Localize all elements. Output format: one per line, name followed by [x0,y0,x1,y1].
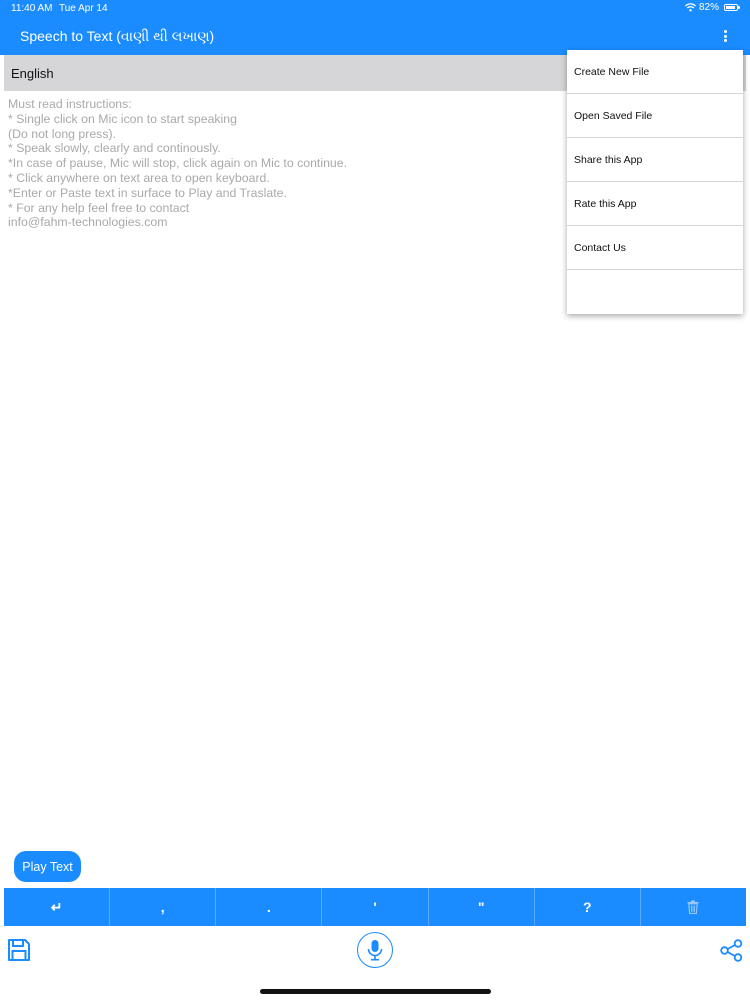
status-time: 11:40 AM [11,3,53,14]
menu-item-contact-us[interactable]: Contact Us [567,226,743,270]
menu-item-share-app[interactable]: Share this App [567,138,743,182]
battery-percent: 82% [698,2,719,13]
menu-item-rate-app[interactable]: Rate this App [567,182,743,226]
status-date: Tue Apr 14 [59,3,108,14]
menu-item-empty[interactable] [567,270,743,314]
delete-key[interactable] [640,888,746,926]
battery-icon [724,4,738,11]
punctuation-key-row [4,888,746,926]
app-title: Speech to Text (વાણી થી લખાણ) [20,28,215,44]
home-indicator[interactable] [260,989,491,994]
period-key[interactable]: . [215,888,321,926]
quote-key[interactable]: " [428,888,534,926]
status-bar [0,0,750,18]
wifi-icon [685,3,696,12]
question-key[interactable]: ? [534,888,640,926]
play-text-button[interactable]: Play Text [14,851,81,882]
more-options-icon[interactable] [720,28,730,44]
instructions-placeholder: Must read instructions: * Single click on Mic icon to start speaking (Do not long press). * Speak slowly, clearly and continously. *In case of pause, Mic will stop, click again on Mic to continue. * Click anywhere on text area to open keyboard. *Enter or Paste text in surface to Play and Traslate. * For any help feel free to contact info@fahm-technologies.com [8,97,348,230]
menu-item-create-new-file[interactable]: Create New File [567,50,743,94]
language-label: English [11,66,54,81]
enter-key[interactable]: ↵ [4,888,109,926]
menu-item-open-saved-file[interactable]: Open Saved File [567,94,743,138]
overflow-menu [567,50,743,314]
share-icon[interactable] [720,939,743,962]
mic-icon [367,939,383,961]
status-right [685,2,738,13]
mic-button[interactable] [357,932,393,968]
save-icon[interactable] [7,938,31,962]
apostrophe-key[interactable]: ' [321,888,427,926]
trash-icon [687,900,699,914]
comma-key[interactable]: , [109,888,215,926]
bottom-toolbar [0,926,750,1000]
